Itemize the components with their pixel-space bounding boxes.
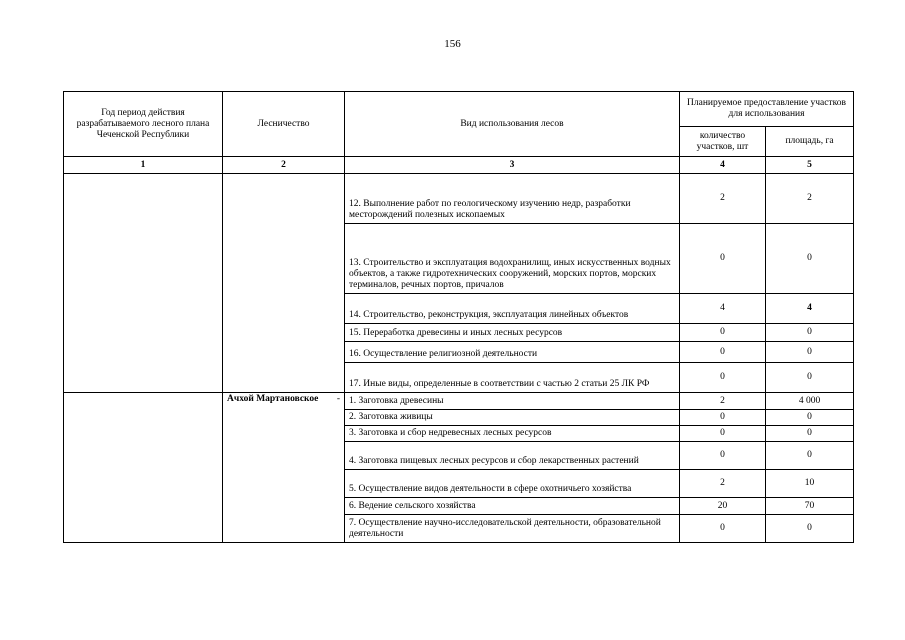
use-type-cell: 12. Выполнение работ по геологическому изучению недр, разработки месторождений полезных ископаемых <box>345 174 680 224</box>
count-cell: 0 <box>680 442 766 470</box>
column-number-2: 2 <box>223 157 345 174</box>
count-cell: 20 <box>680 498 766 515</box>
header-count: количество участков, шт <box>680 127 766 157</box>
count-cell: 0 <box>680 410 766 426</box>
count-cell: 2 <box>680 470 766 498</box>
column-number-3: 3 <box>345 157 680 174</box>
count-cell: 0 <box>680 363 766 393</box>
count-cell: 0 <box>680 515 766 543</box>
header-area: площадь, га <box>766 127 854 157</box>
area-cell: 0 <box>766 426 854 442</box>
area-cell: 4 000 <box>766 393 854 410</box>
header-period: Год период действия разрабатываемого лесного плана Чеченской Республики <box>64 92 223 157</box>
use-type-cell: 13. Строительство и эксплуатация водохранилищ, иных искусственных водных объектов, а также гидротехнических сооружений, морских портов, морских терминалов, речных портов, причалов <box>345 224 680 294</box>
count-cell: 4 <box>680 294 766 324</box>
forestry-name: Ачхой Мартановское <box>227 394 319 404</box>
area-cell: 70 <box>766 498 854 515</box>
area-cell: 4 <box>766 294 854 324</box>
header-forestry: Лесничество <box>223 92 345 157</box>
use-type-cell: 16. Осуществление религиозной деятельности <box>345 342 680 363</box>
count-cell: 0 <box>680 342 766 363</box>
page-number: 156 <box>444 38 461 50</box>
use-type-cell: 4. Заготовка пищевых лесных ресурсов и сбор лекарственных растений <box>345 442 680 470</box>
period-cell-empty <box>64 393 223 543</box>
count-cell: 0 <box>680 224 766 294</box>
area-cell: 0 <box>766 324 854 342</box>
header-use-type: Вид использования лесов <box>345 92 680 157</box>
column-number-1: 1 <box>64 157 223 174</box>
area-cell: 0 <box>766 515 854 543</box>
column-number-5: 5 <box>766 157 854 174</box>
forestry-dash: - <box>336 394 340 404</box>
count-cell: 0 <box>680 324 766 342</box>
forest-use-table <box>63 91 854 543</box>
area-cell: 0 <box>766 224 854 294</box>
use-type-cell: 6. Ведение сельского хозяйства <box>345 498 680 515</box>
column-number-4: 4 <box>680 157 766 174</box>
area-cell: 0 <box>766 442 854 470</box>
count-cell: 2 <box>680 393 766 410</box>
use-type-cell: 14. Строительство, реконструкция, эксплуатация линейных объектов <box>345 294 680 324</box>
forestry-name-cell <box>223 393 345 543</box>
table-row <box>64 174 854 224</box>
use-type-cell: 3. Заготовка и сбор недревесных лесных ресурсов <box>345 426 680 442</box>
use-type-cell: 1. Заготовка древесины <box>345 393 680 410</box>
use-type-cell: 15. Переработка древесины и иных лесных ресурсов <box>345 324 680 342</box>
area-cell: 0 <box>766 410 854 426</box>
area-cell: 0 <box>766 363 854 393</box>
area-cell: 10 <box>766 470 854 498</box>
use-type-cell: 17. Иные виды, определенные в соответствии с частью 2 статьи 25 ЛК РФ <box>345 363 680 393</box>
period-cell-empty <box>64 174 223 393</box>
count-cell: 0 <box>680 426 766 442</box>
use-type-cell: 5. Осуществление видов деятельности в сфере охотничьего хозяйства <box>345 470 680 498</box>
area-cell: 0 <box>766 342 854 363</box>
use-type-cell: 2. Заготовка живицы <box>345 410 680 426</box>
header-planned: Планируемое предоставление участков для использования <box>680 92 854 127</box>
forestry-cell-empty <box>223 174 345 393</box>
table-row <box>64 393 854 410</box>
use-type-cell: 7. Осуществление научно-исследовательской деятельности, образовательной деятельности <box>345 515 680 543</box>
count-cell: 2 <box>680 174 766 224</box>
area-cell: 2 <box>766 174 854 224</box>
